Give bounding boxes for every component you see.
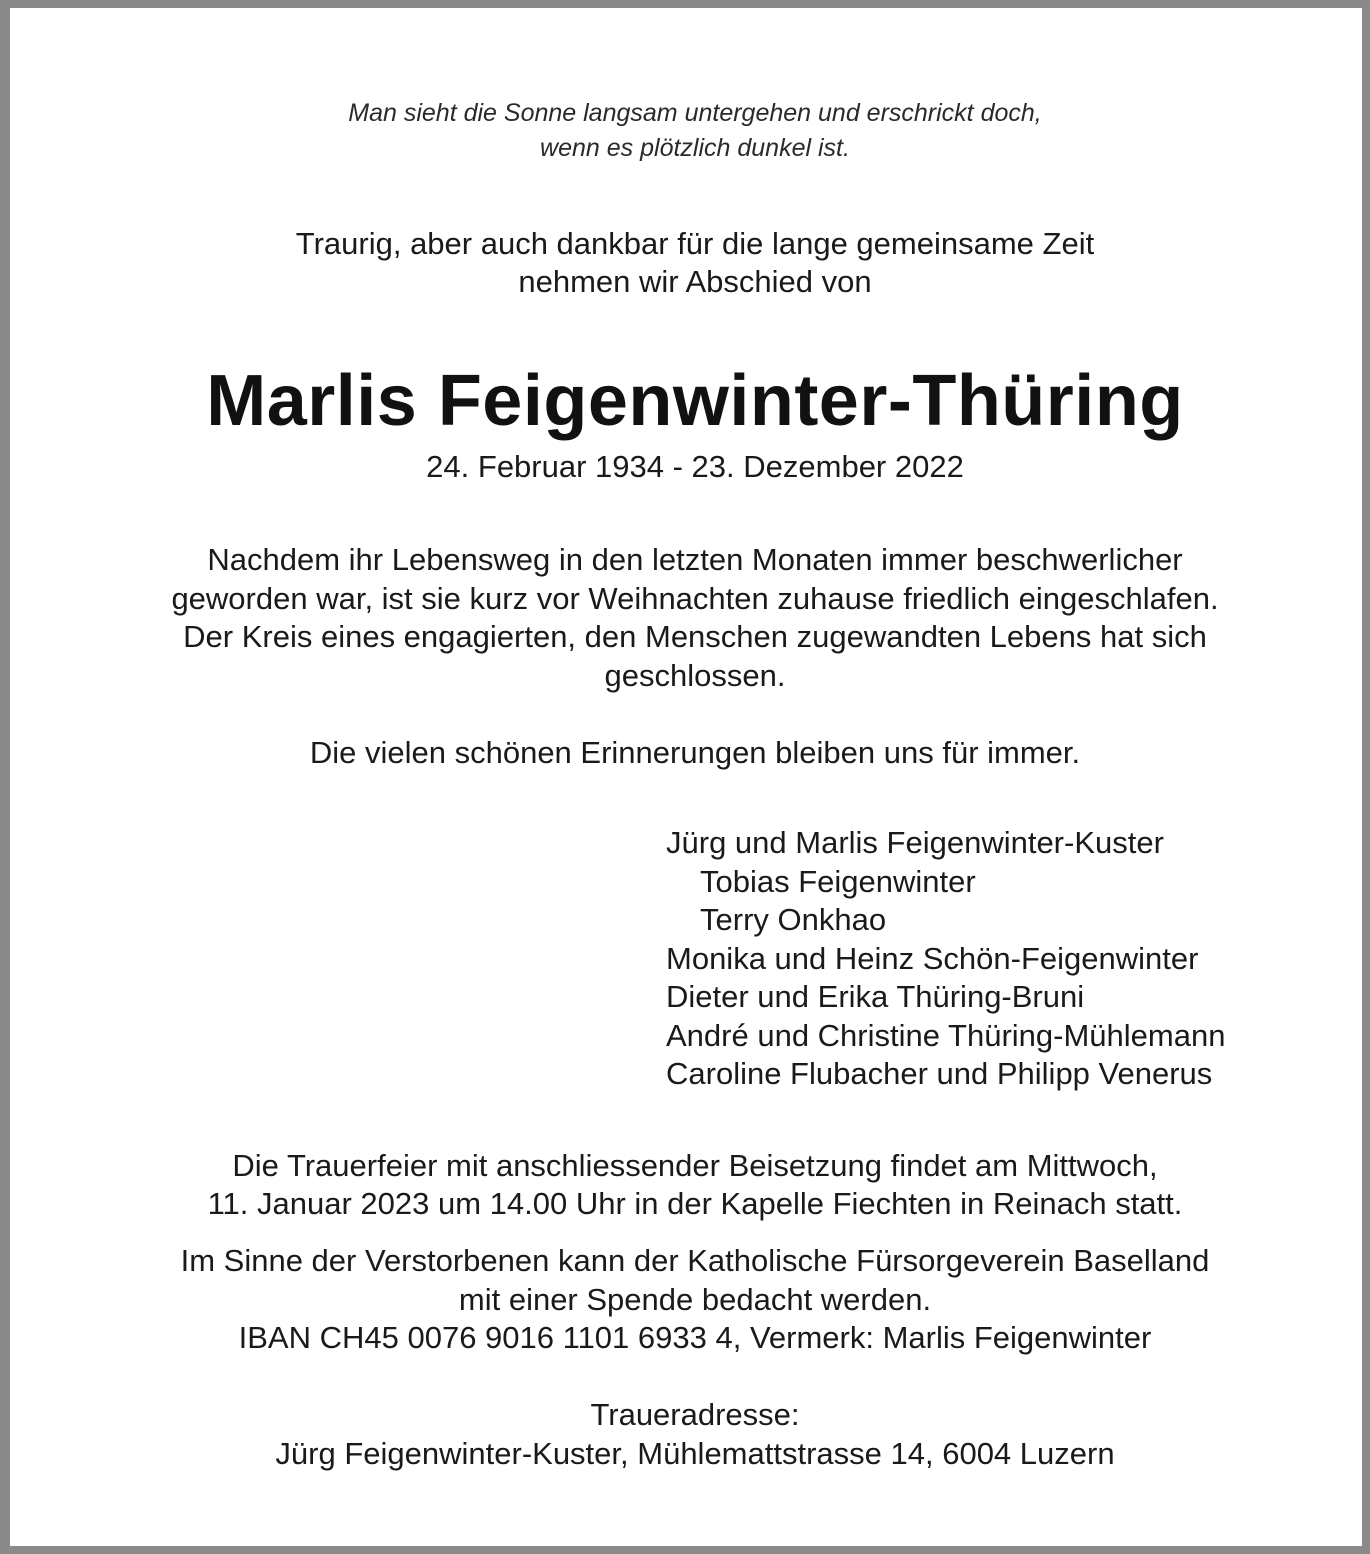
mourner-entry: Dieter und Erika Thüring-Bruni [666, 979, 1085, 1014]
quote-line: wenn es plötzlich dunkel ist. [540, 134, 850, 162]
mourner-entry: Caroline Flubacher und Philipp Venerus [666, 1056, 1213, 1091]
intro-line: nehmen wir Abschied von [518, 264, 872, 299]
memories-text: Die vielen schönen Erinnerungen bleiben uns für immer. [309, 735, 1081, 770]
intro-line: Traurig, aber auch dankbar für die lange gemeinsame Zeit [295, 226, 1095, 261]
quote-line: Man sieht die Sonne langsam untergehen und erschrickt doch, [348, 99, 1042, 127]
iban-line: IBAN CH45 0076 9016 1101 6933 4, Vermerk: Marlis Feigenwinter [238, 1320, 1152, 1355]
mourners-list [666, 824, 1225, 1094]
address-label: Traueradresse: [590, 1397, 800, 1432]
mourner-entry: Terry Onkhao [700, 902, 887, 937]
biography-text [10, 541, 1370, 695]
donation-line: Im Sinne der Verstorbenen kann der Katholische Fürsorgeverein Baselland [180, 1243, 1210, 1278]
donation-info [10, 1242, 1370, 1358]
mourner-entry: Jürg und Marlis Feigenwinter-Kuster [666, 825, 1164, 860]
life-dates: 24. Februar 1934 - 23. Dezember 2022 [426, 449, 964, 484]
epigraph-quote [10, 96, 1370, 166]
bio-line: Nachdem ihr Lebensweg in den letzten Monaten immer beschwerlicher [207, 542, 1183, 577]
deceased-name: Marlis Feigenwinter-Thüring [206, 361, 1184, 441]
intro-text [10, 225, 1370, 301]
bio-line: Der Kreis eines engagierten, den Menschen zugewandten Lebens hat sich [183, 619, 1207, 654]
mourning-address [10, 1395, 1370, 1473]
address-value: Jürg Feigenwinter-Kuster, Mühlemattstrasse 14, 6004 Luzern [275, 1436, 1115, 1471]
funeral-ceremony-info [10, 1147, 1370, 1223]
bio-line: geschlossen. [604, 657, 786, 693]
mourner-entry: André und Christine Thüring-Mühlemann [666, 1017, 1226, 1053]
donation-line: mit einer Spende bedacht werden. [458, 1281, 932, 1317]
ceremony-line: Die Trauerfeier mit anschliessender Beisetzung findet am Mittwoch, [232, 1148, 1158, 1183]
ceremony-line: 11. Januar 2023 um 14.00 Uhr in der Kapelle Fiechten in Reinach statt. [207, 1186, 1183, 1221]
bio-line: geworden war, ist sie kurz vor Weihnachten zuhause friedlich eingeschlafen. [171, 580, 1219, 616]
mourner-entry: Tobias Feigenwinter [700, 863, 976, 899]
mourner-entry: Monika und Heinz Schön-Feigenwinter [666, 940, 1199, 976]
